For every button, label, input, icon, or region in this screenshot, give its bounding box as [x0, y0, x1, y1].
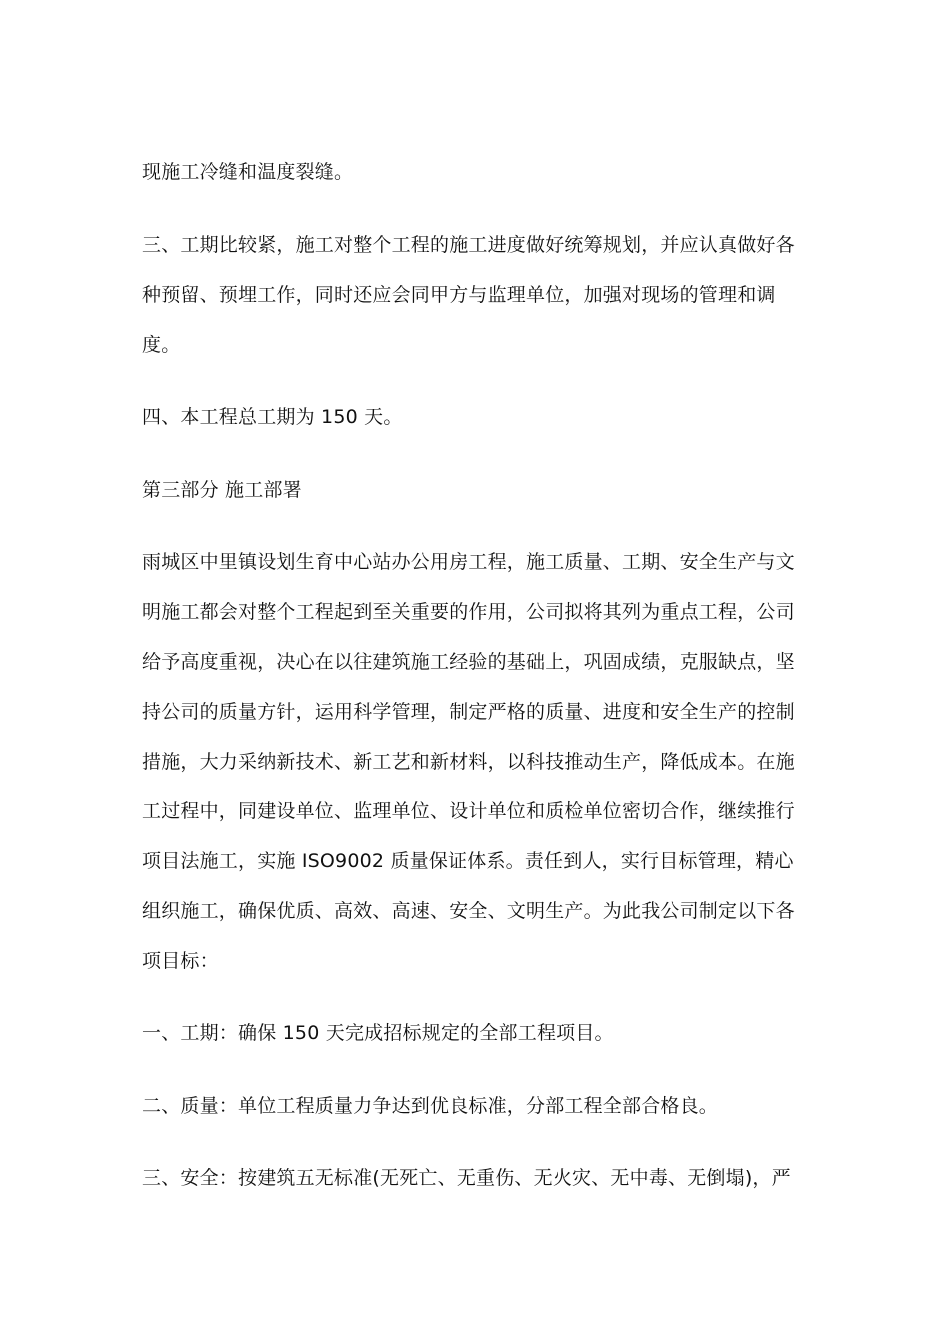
section-heading: 第三部分 施工部署: [142, 479, 302, 501]
text-line: 四、本工程总工期为 150 天。: [142, 406, 403, 428]
text-line: 给予高度重视，决心在以往建筑施工经验的基础上，巩固成绩，克服缺点，坚: [142, 651, 795, 673]
text-line: 二、质量：单位工程质量力争达到优良标准，分部工程全部合格良。: [142, 1095, 719, 1117]
text-line: 明施工都会对整个工程起到至关重要的作用，公司拟将其列为重点工程，公司: [142, 601, 795, 623]
text-line: 三、安全：按建筑五无标准(无死亡、无重伤、无火灾、无中毒、无倒塌)，严: [142, 1167, 791, 1189]
text-line: 现施工冷缝和温度裂缝。: [142, 161, 354, 183]
text-line: 雨城区中里镇设划生育中心站办公用房工程，施工质量、工期、安全生产与文: [142, 551, 795, 573]
text-line: 工过程中，同建设单位、监理单位、设计单位和质检单位密切合作，继续推行: [142, 800, 795, 822]
text-line: 一、工期：确保 150 天完成招标规定的全部工程项目。: [142, 1022, 614, 1044]
text-line: 持公司的质量方针，运用科学管理，制定严格的质量、进度和安全生产的控制: [142, 701, 795, 723]
text-line: 项目标：: [142, 950, 219, 972]
text-line: 度。: [142, 334, 181, 356]
text-line: 措施，大力采纳新技术、新工艺和新材料，以科技推动生产，降低成本。在施: [142, 751, 795, 773]
text-line: 三、工期比较紧，施工对整个工程的施工进度做好统筹规划，并应认真做好各: [142, 234, 795, 256]
text-line: 种预留、预埋工作，同时还应会同甲方与监理单位，加强对现场的管理和调: [142, 284, 776, 306]
text-line: 组织施工，确保优质、高效、高速、安全、文明生产。为此我公司制定以下各: [142, 900, 795, 922]
text-line: 项目法施工，实施 ISO9002 质量保证体系。责任到人，实行目标管理，精心: [142, 850, 794, 872]
